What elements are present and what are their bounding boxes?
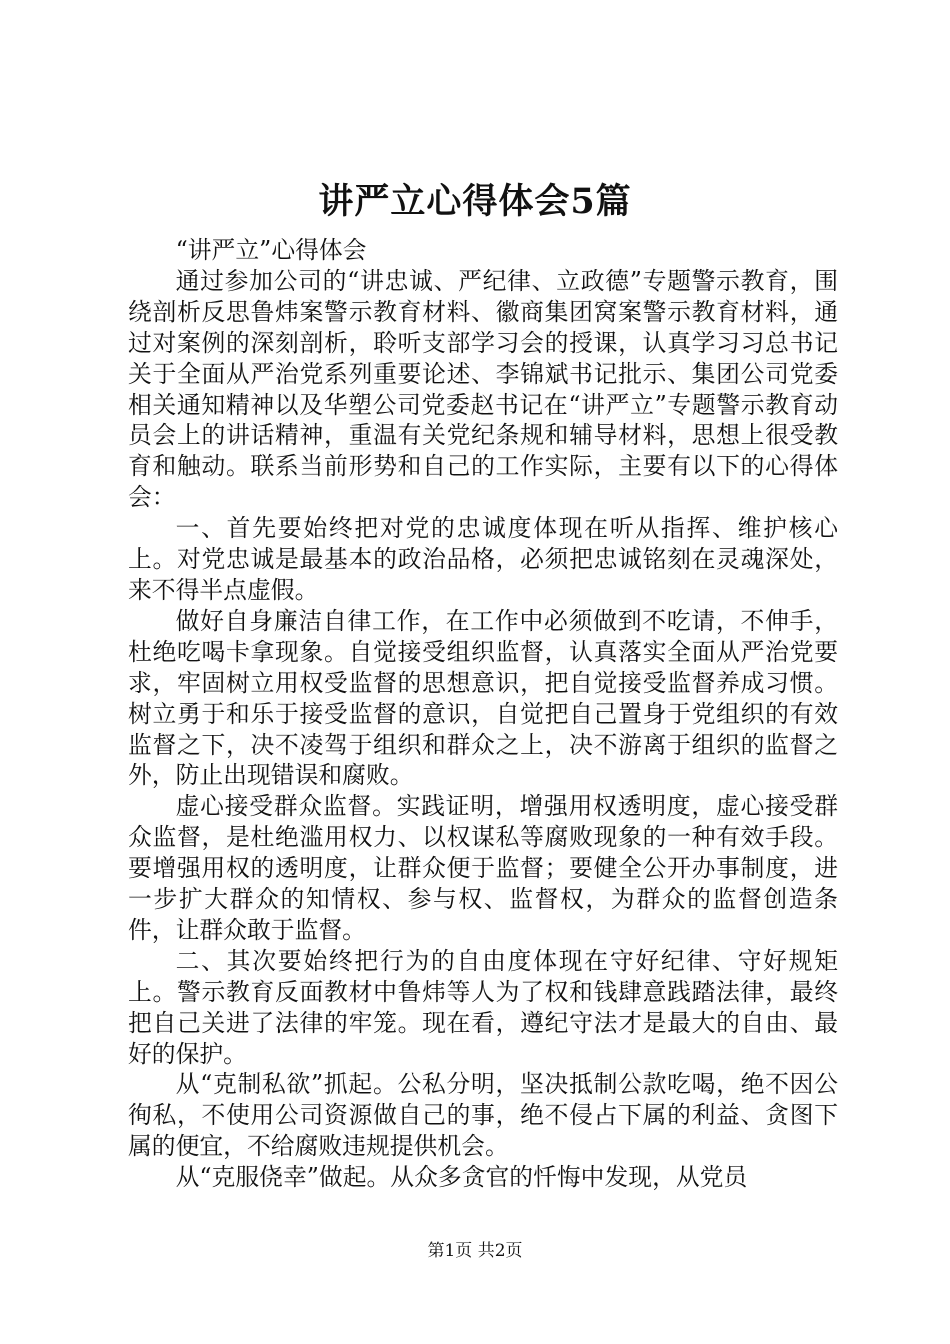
body-paragraph: 做好自身廉洁自律工作，在工作中必须做到不吃请，不伸手，杜绝吃喝卡拿现象。自觉接受组织监督，认真落实全面从严治党要求，牢固树立用权受监督的思想意识，把自觉接受监督养成习惯。树立勇于和乐于接受监督的意识，自觉把自己置身于党组织的有效监督之下，决不凌驾于组织和群众之上，决不游离于组织的监督之外，防止出现错误和腐败。 <box>128 606 838 790</box>
body-paragraph: 通过参加公司的“讲忠诚、严纪律、立政德”专题警示教育，围绕剖析反思鲁炜案警示教育材料、徽商集团窝案警示教育材料，通过对案例的深刻剖析，聆听支部学习会的授课，认真学习习总书记关于全面从严治党系列重要论述、李锦斌书记批示、集团公司党委相关通知精神以及华塑公司党委赵书记在“讲严立”专题警示教育动员会上的讲话精神，重温有关党纪条规和辅导材料，思想上很受教育和触动。联系当前形势和自己的工作实际，主要有以下的心得体会： <box>128 266 838 512</box>
body-paragraph: 一、首先要始终把对党的忠诚度体现在听从指挥、维护核心上。对党忠诚是最基本的政治品格，必须把忠诚铭刻在灵魂深处，来不得半点虚假。 <box>128 514 838 604</box>
body-paragraph: 从“克制私欲”抓起。公私分明，坚决抵制公款吃喝，绝不因公徇私，不使用公司资源做自己的事，绝不侵占下属的利益、贪图下属的便宜，不给腐败违规提供机会。 <box>128 1070 838 1161</box>
body-paragraph: 从“克服侥幸”做起。从众多贪官的忏悔中发现，从党员 <box>175 1163 748 1192</box>
subtitle-paragraph: “讲严立”心得体会 <box>175 236 367 264</box>
page-number-footer: 第1页 共2页 <box>427 1241 523 1261</box>
body-paragraph: 虚心接受群众监督。实践证明，增强用权透明度，虚心接受群众监督，是杜绝滥用权力、以权谋私等腐败现象的一种有效手段。要增强用权的透明度，让群众便于监督；要健全公开办事制度，进一步扩大群众的知情权、参与权、监督权，为群众的监督创造条件，让群众敢于监督。 <box>128 792 838 944</box>
body-paragraph: 二、其次要始终把行为的自由度体现在守好纪律、守好规矩上。警示教育反面教材中鲁炜等人为了权和钱肆意践踏法律，最终把自己关进了法律的牢笼。现在看，遵纪守法才是最大的自由、最好的保护。 <box>128 946 838 1068</box>
document-body <box>128 235 838 1193</box>
page-title: 讲严立心得体会5篇 <box>318 181 632 222</box>
